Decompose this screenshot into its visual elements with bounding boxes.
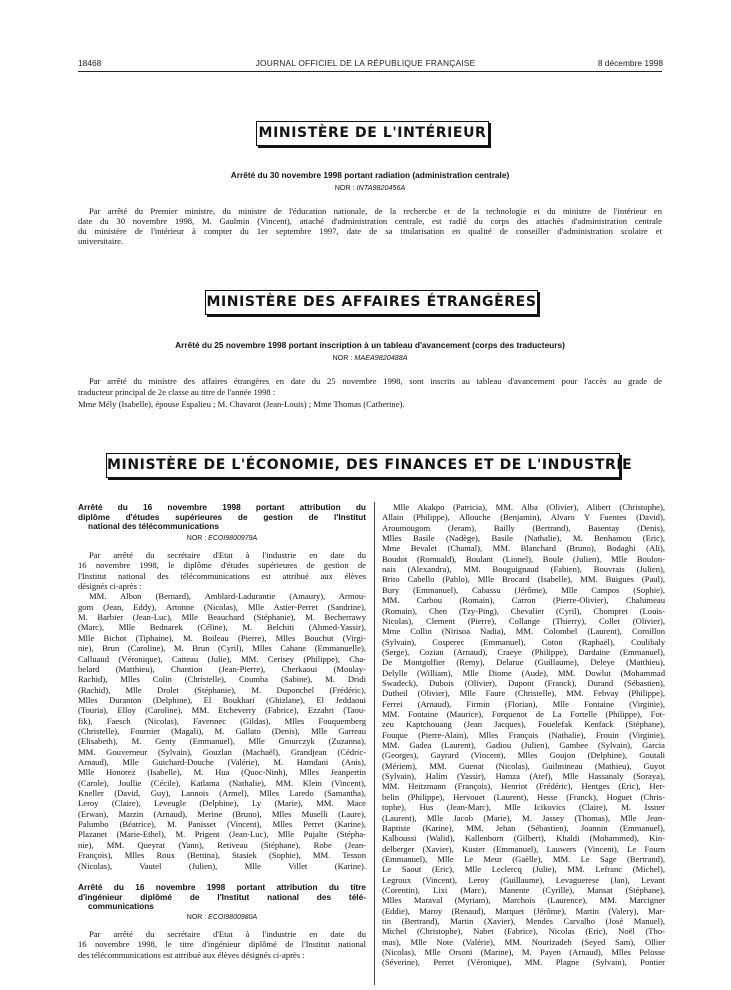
- text-line: (Nicolas), Vautel (Julien), Mlle Villet (Karine).: [78, 860, 366, 871]
- column-divider: [374, 502, 375, 985]
- text-line: Mme Collin (Nirisoa Nadia), MM. Colombel (Laurent), Cornillon: [382, 626, 665, 637]
- text-line: Dutheil (Olivier), Mlle Faure (Christelle), MM. Febvay (Philippe),: [382, 688, 665, 699]
- nor-reference: NOR : INTA9820456A: [334, 183, 406, 192]
- text-line: (Corentin), Lixi (Marc), Manente (Cyrille), Mansat (Stéphane),: [382, 884, 665, 895]
- text-line: Palumbo (Béatrice), M. Panisset (Vincent), Mlles Perret (Karine),: [78, 819, 366, 830]
- text-line: du ministère de l'intérieur à compter du 1er septembre 1997, date de sa titularisation en qualité de conseiller d'administration scolaire et: [78, 225, 662, 236]
- ministry-heading-interieur: MINISTÈRE DE L'INTÉRIEUR: [256, 121, 489, 146]
- text-line: (Emmanuel), Mlle Le Meur (Gaëlle), MM. Le Sage (Bertrand),: [382, 853, 665, 864]
- text-line: 16 novembre 1998, le titre d'ingénieur diplômé de l'Institut national: [78, 939, 366, 950]
- text-line: universitaire.: [78, 235, 124, 246]
- text-line: MM. Gouverneur (Sylvain), Gouzlan (Machaël), Grandjean (Cédric-: [78, 746, 366, 757]
- text-line: (Laurent), Mlle Jacob (Marie), M. Jassey (Thomas), Mlle Jean-: [382, 812, 665, 823]
- text-line: nie), Brun (Caroline), M. Brun (Cyril), Mlles Cahane (Emmanuelle),: [78, 643, 366, 654]
- text-line: date du 30 novembre 1998, M. Gaulmin (Vincent), attaché d'administration centrale, est radié du corps des attachés d'administration centrale: [78, 215, 662, 226]
- page-number: 18468: [78, 58, 102, 68]
- text-line: nais (Alexandra), MM. Bouguignaud (Fabien), Bouvrais (Julien),: [382, 564, 665, 575]
- text-line: Mlle Bichot (Tiphaine), M. Boileau (Pierre), Mlles Bouchut (Virgi-: [78, 632, 366, 643]
- text-line: Mlle Akakpo (Patricia), MM. Alba (Olivier), Alibert (Christophe),: [393, 502, 665, 512]
- text-line: Fouque (Pierre-Alain), Mlles François (Nathalie), Frouin (Virginie),: [382, 729, 665, 740]
- text-line: (Carole), Joullie (Cécile), Katlama (Nathalie), MM. Klein (Vincent),: [78, 777, 366, 788]
- text-line: Rachid), Mlles Colin (Christelle), Coumba (Sabine), M. Dridi: [78, 674, 366, 685]
- text-line: Leroy (Claire), Leveugle (Delphine), Ly (Marie), MM. Mace: [78, 798, 366, 809]
- text-line: l'Institut national des télécommunications est attribué aux élèves: [78, 570, 366, 581]
- text-line: (Elisabeth), M. Genty (Emmanuel), Mlle Gmurczyk (Zuzanna),: [78, 736, 366, 747]
- text-line: gom (Jean, Eddy), Artonne (Nicolas), Mlle Astier-Perret (Sandrine),: [78, 601, 366, 612]
- text-line: tin (Bertrand), Martin (Xavier), Mendes Carvalho (José Manuel),: [382, 916, 665, 926]
- text-line: Legroux (Vincent), Leroy (Guillaume), Levaguerese (Jan), Levant: [382, 874, 665, 885]
- text-line: MM. Fontaine (Maurice), Forquenot de La Fortelle (Philippe), Fot-: [382, 709, 665, 719]
- text-line: (Eddie), Maroy (Renaud), Marquet (Jérôme), Martin (Valery), Mar-: [382, 905, 665, 916]
- nor-reference: NOR : MAEA9820488A: [332, 353, 408, 362]
- text-line: Nicolas), Clement (Pierre), Collange (Thierry), Collet (Olivier),: [382, 615, 665, 626]
- text-line: Mlles Duranton (Delphine), El Boukhari (Ghizlane), El Jeddaoui: [78, 694, 366, 705]
- text-line: Arnaud), Mlle Guichard-Douche (Valérie), M. Hamdani (Anis),: [78, 757, 366, 767]
- text-line: (Serge), Cozian (Arnaud), Craeye (Philippe), Dardaine (Emmanuel),: [382, 646, 665, 657]
- text-line: Mme Mély (Isabelle), épouse Espalieu ; M. Chavarot (Jean-Louis) ; Mme Thomas (Catherine).: [78, 398, 405, 409]
- text-line: belin (Philippe), Hervouet (Laurent), Hesse (Franck), Hoguet (Chris-: [382, 791, 665, 802]
- text-line: 16 novembre 1998, le diplôme d'études supérieures de gestion de: [78, 560, 366, 571]
- text-line: Kalboussi (Walid), Kallenborn (Gilbert), Khaldi (Mohammed), Kin-: [382, 833, 665, 844]
- text-line: (Marc), Mlle Bednarek (Céline), M. Belchiti (Ahmed-Yassir),: [78, 622, 366, 633]
- text-line: Delylle (William), Mlle Diome (Aude), MM. Dowlut (Mohammad: [382, 667, 665, 678]
- text-line: Plazanet (Marie-Ethel), M. Prigent (Jean-Luc), Mlle Pujalte (Stépha-: [78, 829, 366, 840]
- text-line: (Séverine), Perret (Véronique), MM. Plagne (Sylvain), Pontier: [382, 957, 665, 968]
- text-line: (Christelle), Fournier (Magali), M. Gallato (Denis), Mlle Garreau: [78, 725, 366, 736]
- text-line: traducteur principal de 2e classe au titre de l'année 1998 :: [78, 387, 276, 398]
- text-line: Swadeck), Dubois (Olivier), Dupont (Franck), Durand (Sébastien),: [382, 677, 665, 688]
- text-line: tophe), Hus (Jean-Marc), Mlle Icikovics (Claire), M. Issner: [382, 802, 665, 813]
- text-line: Par arrêté du secrétaire d'Etat à l'industrie en date du: [89, 550, 366, 560]
- arrete-title: Arrêté du 25 novembre 1998 portant inscription à un tableau d'avancement (corps des traducteurs): [175, 340, 565, 350]
- text-line: Aroumougom (Jeram), Bailly (Bertrand), Basentay (Denis),: [382, 522, 665, 533]
- nor-reference: NOR : ECOI9800980A: [186, 914, 258, 921]
- text-line: Michel (Christophe), Nabet (Fabrice), Nicolas (Eric), Noël (Tho-: [382, 926, 665, 937]
- text-line: MM. Albon (Bernard), Amblard-Ladurantie (Amaury), Armou-: [89, 591, 366, 602]
- nor-reference: NOR : ECOI9800979A: [186, 535, 258, 542]
- text-line: belard (Matthieu), Chantion (Jean-Pierre), Cherkaoui (Moulay-: [78, 663, 366, 674]
- text-line: Par arrêté du Premier ministre, du ministre de l'éducation nationale, de la recherche et de la technologie et du ministre de l'intérieur en: [89, 206, 662, 216]
- text-line: (Rachid), Mlle Drolet (Stéphanie), M. Duponchel (Frédéric),: [78, 684, 366, 695]
- issue-date: 8 décembre 1998: [597, 58, 663, 68]
- text-line: François), Mlles Roux (Bettina), Stasiek (Sophie), MM. Tesson: [78, 850, 366, 861]
- text-line: zeu Kaptchouang (Jean Jacques), Fouelefak Kenfack (Stéphane),: [382, 719, 665, 730]
- text-line: De Montgolfier (Remy), Delarue (Guillaume), Deleye (Matthieu),: [382, 657, 665, 668]
- text-line: Kneller (David, Guy), Lannois (Armel), Mlles Laredo (Samantha),: [78, 788, 366, 799]
- text-line: delberger (Xavier), Kuster (Emmanuel), Lauwers (Vincent), Le Fourn: [382, 843, 665, 854]
- text-line: MM. Heitzmann (François), Henriot (Frédéric), Hentges (Eric), Her-: [382, 781, 665, 792]
- text-line: fik), Faesch (Nicolas), Favennec (Gildas), Mlles Fouquemberg: [78, 715, 366, 726]
- text-line: des télécommunications est attribué aux élèves désignés ci-après :: [78, 949, 305, 960]
- text-line: (Mériem), MM. Guenat (Nicolas), Guilmineau (Mathieu), Guyot: [382, 760, 665, 771]
- text-line: Allain (Philippe), Allouche (Benjamin), Alvaro Y Fuentes (David),: [382, 512, 665, 523]
- text-line: (Erwan), Marzin (Arnaud), Merine (Bruno), Mlles Muselli (Laure),: [78, 808, 366, 819]
- text-line: Le Saout (Eric), Mlle Leclercq (Julie), MM. Lefranc (Michel),: [382, 864, 665, 875]
- text-line: (Touria), Elloy (Caroline), MM. Etcheverry (Fabrice), Ezzahri (Taou-: [78, 705, 366, 716]
- text-line: Mlles Basile (Nadège), Basile (Nathalie), M. Benhamou (Eric),: [382, 533, 665, 544]
- ministry-heading-affaires-etrangeres: MINISTÈRE DES AFFAIRES ÉTRANGÈRES: [205, 290, 538, 315]
- text-line: Calluaud (Véronique), Catteau (Julie), MM. Cerisey (Philippe), Cha-: [78, 653, 366, 664]
- text-line: Par arrêté du secrétaire d'Etat à l'industrie en date du: [89, 929, 366, 939]
- text-line: M. Barbier (Jean-Luc), Mlle Beauchard (Stéphanie), M. Becherrawy: [78, 612, 366, 623]
- text-line: Bury (Emmanuel), Cabassu (Jérôme), Mlle Campos (Sophie),: [382, 584, 665, 595]
- text-line: Boudot (Romuald), Boulant (Lionel), Boule (Julien), Mlle Boulon-: [382, 553, 665, 564]
- text-line: mas), Mlle Note (Valérie), MM. Nourizadeh (Seyed Sam), Ollier: [382, 936, 665, 947]
- ministry-heading-economie: MINISTÈRE DE L'ÉCONOMIE, DES FINANCES ET DE L'INDUSTRIE: [106, 453, 620, 478]
- text-line: Mme Bevalet (Chantal), MM. Blanchard (Bruno), Bodaghi (Ali),: [382, 543, 665, 554]
- text-line: MM. Gadea (Laurent), Gadiou (Julien), Gambee (Sylvain), Garcia: [382, 740, 665, 751]
- text-line: (Georges), Gayrard (Vincent), Mlles Goujon (Delphine), Goutali: [382, 750, 665, 761]
- text-line: Mlle Honorez (Isabelle), M. Hua (Quoc-Ninh), Mlles Jeanpertin: [78, 767, 366, 778]
- text-line: (Sylvain), Cosperec (Emmanuel), Coton (Raphaël), Coulibaly: [382, 636, 665, 647]
- arrete-title: Arrêté du 16 novembre 1998 portant attribution du titre d'ingénieur diplômé de l'Institut national des télé- communications: [78, 882, 366, 911]
- text-line: (Sylvain), Halim (Yassir), Hamza (Atef), Mlle Hassanaly (Soraya),: [382, 771, 665, 782]
- text-line: (Romain), Chen (Tzy-Ping), Chevalier (Cyril), Chompret (Louis-: [382, 605, 665, 616]
- text-line: Brito Cabello (Pablo), Mlle Brocard (Isabelle), MM. Buigues (Paul),: [382, 574, 665, 585]
- text-line: nie), MM. Queyrat (Yann), Retiveau (Stéphane), Robe (Jean-: [78, 839, 366, 850]
- arrete-title: Arrêté du 30 novembre 1998 portant radiation (administration centrale): [230, 170, 510, 180]
- text-line: Par arrêté du ministre des affaires étrangères en date du 25 novembre 1998, sont inscrits au tableau d'avancement pour l'accès au grade de: [89, 376, 662, 386]
- text-line: Mlles Maraval (Myriam), Marchois (Laurence), MM. Marcigner: [382, 895, 665, 906]
- arrete-title: Arrêté du 16 novembre 1998 portant attribution du diplôme d'études supérieures de gestion de l'Institut national des télécommunications: [78, 502, 366, 531]
- text-line: MM. Carbou (Romain), Carron (Pierre-Olivier), Chalumeau: [382, 595, 665, 606]
- text-line: (Nicolas), Mlle Orsoni (Marine), M. Payen (Arnaud), Mlles Pelosse: [382, 947, 665, 958]
- header-rule: [78, 71, 662, 72]
- journal-title: JOURNAL OFFICIEL DE LA RÉPUBLIQUE FRANÇAISE: [255, 58, 476, 68]
- text-line: désignés ci-après :: [78, 581, 142, 592]
- text-line: Ferrei (Arnaud), Firmin (Florian), Mlle Fontaine (Virginie),: [382, 698, 665, 709]
- text-line: Baptiste (Karine), MM. Jehan (Sébastien), Joannin (Emmanuel),: [382, 822, 665, 833]
